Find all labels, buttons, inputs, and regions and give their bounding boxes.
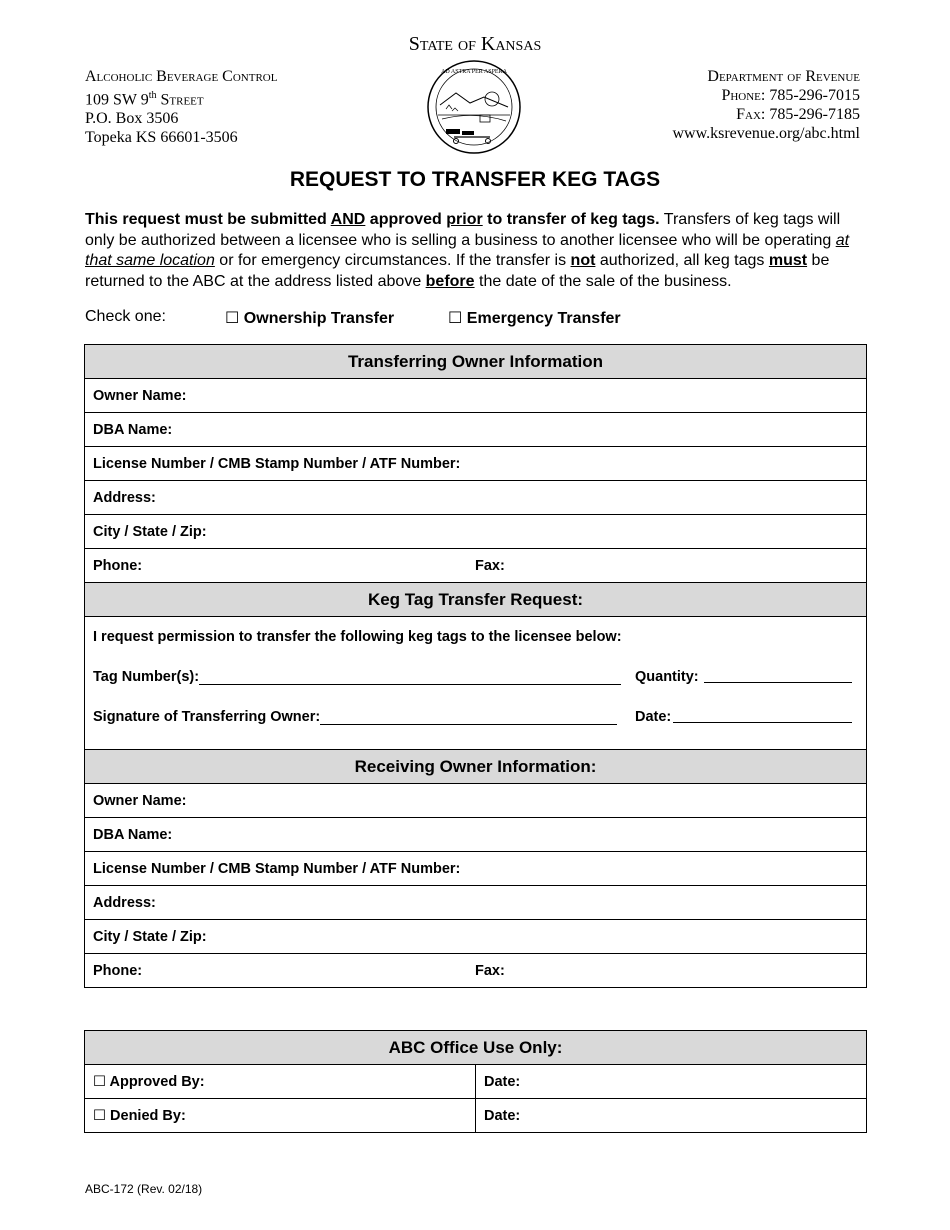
denied-date-field[interactable]: Date: — [476, 1099, 867, 1133]
main-form-table — [84, 344, 867, 988]
office-use-heading: ABC Office Use Only: — [85, 1031, 867, 1065]
transferring-fax-label: Fax: — [475, 557, 505, 574]
check-one-label: Check one: — [85, 308, 166, 325]
denied-checkbox[interactable]: ☐ — [93, 1107, 106, 1124]
ownership-checkbox[interactable]: ☐ — [225, 310, 240, 327]
approved-by-field[interactable]: ☐ Approved By: — [85, 1065, 476, 1099]
agency-name: Alcoholic Beverage Control — [85, 68, 278, 85]
department-fax: Fax: 785-296-7185 — [736, 106, 860, 123]
emergency-checkbox[interactable]: ☐ — [448, 310, 463, 327]
receiving-license-field[interactable]: License Number / CMB Stamp Number / ATF Number: — [85, 852, 867, 886]
transferring-city-field[interactable]: City / State / Zip: — [85, 515, 867, 549]
signature-row — [93, 709, 858, 749]
quantity-label: Quantity: — [635, 669, 699, 685]
agency-address-block — [85, 67, 277, 147]
department-contact-block — [672, 67, 860, 143]
receiving-address-field[interactable]: Address: — [85, 886, 867, 920]
svg-text:AD ASTRA PER ASPERA: AD ASTRA PER ASPERA — [441, 69, 507, 75]
denied-by-field[interactable]: ☐ Denied By: — [85, 1099, 476, 1133]
emergency-transfer-option[interactable]: ☐ Emergency Transfer — [448, 310, 621, 327]
ownership-transfer-option[interactable]: ☐ Ownership Transfer — [225, 310, 395, 327]
keg-tag-request-block — [85, 617, 867, 750]
tag-numbers-label: Tag Number(s): — [93, 669, 200, 685]
signature-date-line[interactable] — [673, 722, 852, 723]
permission-statement: I request permission to transfer the following keg tags to the licensee below: — [93, 629, 622, 645]
kansas-state-seal — [426, 59, 522, 155]
transferring-license-field[interactable]: License Number / CMB Stamp Number / ATF Number: — [85, 447, 867, 481]
department-name: Department of Revenue — [707, 68, 860, 85]
signature-label: Signature of Transferring Owner: — [93, 709, 321, 725]
intro-paragraph: This request must be submitted AND approved prior to transfer of keg tags. Transfers of keg tags will only be authorized between a licensee who is selling a business to another licensee who will be operating at that same location or for emergency circumstances. If the transfer is not authorized, all keg tags must be returned to the ABC at the address listed above before the date of the sale of the business. — [85, 211, 850, 290]
receiving-owner-name-field[interactable]: Owner Name: — [85, 784, 867, 818]
po-box: P.O. Box 3506 — [85, 110, 179, 128]
form-number-footer: ABC-172 (Rev. 02/18) — [85, 1182, 203, 1196]
transferring-owner-heading: Transferring Owner Information — [85, 345, 867, 379]
department-phone: Phone: 785-296-7015 — [721, 87, 860, 104]
state-of-kansas-title: State of Kansas — [408, 33, 542, 55]
receiving-phone-fax-row[interactable] — [85, 954, 867, 988]
tag-number-row — [93, 669, 858, 709]
receiving-city-field[interactable]: City / State / Zip: — [85, 920, 867, 954]
form-title: REQUEST TO TRANSFER KEG TAGS — [289, 168, 661, 191]
tag-numbers-line[interactable] — [199, 684, 621, 685]
receiving-phone-label: Phone: — [93, 962, 143, 979]
keg-tag-request-heading: Keg Tag Transfer Request: — [85, 583, 867, 617]
office-use-table — [84, 1030, 867, 1133]
transferring-address-field[interactable]: Address: — [85, 481, 867, 515]
transferring-owner-name-field[interactable]: Owner Name: — [85, 379, 867, 413]
quantity-line[interactable] — [704, 682, 852, 683]
approved-checkbox[interactable]: ☐ — [93, 1073, 106, 1090]
transferring-dba-field[interactable]: DBA Name: — [85, 413, 867, 447]
signature-date-label: Date: — [635, 709, 672, 725]
receiving-dba-field[interactable]: DBA Name: — [85, 818, 867, 852]
transferring-phone-label: Phone: — [93, 557, 143, 574]
department-website[interactable]: www.ksrevenue.org/abc.html — [672, 125, 860, 142]
city-state-zip: Topeka KS 66601-3506 — [85, 129, 238, 147]
receiving-fax-label: Fax: — [475, 962, 505, 979]
receiving-owner-heading: Receiving Owner Information: — [85, 750, 867, 784]
street-address: 109 SW 9th Street — [85, 90, 204, 109]
signature-line[interactable] — [320, 724, 617, 725]
transferring-phone-fax-row[interactable] — [85, 549, 867, 583]
approved-date-field[interactable]: Date: — [476, 1065, 867, 1099]
